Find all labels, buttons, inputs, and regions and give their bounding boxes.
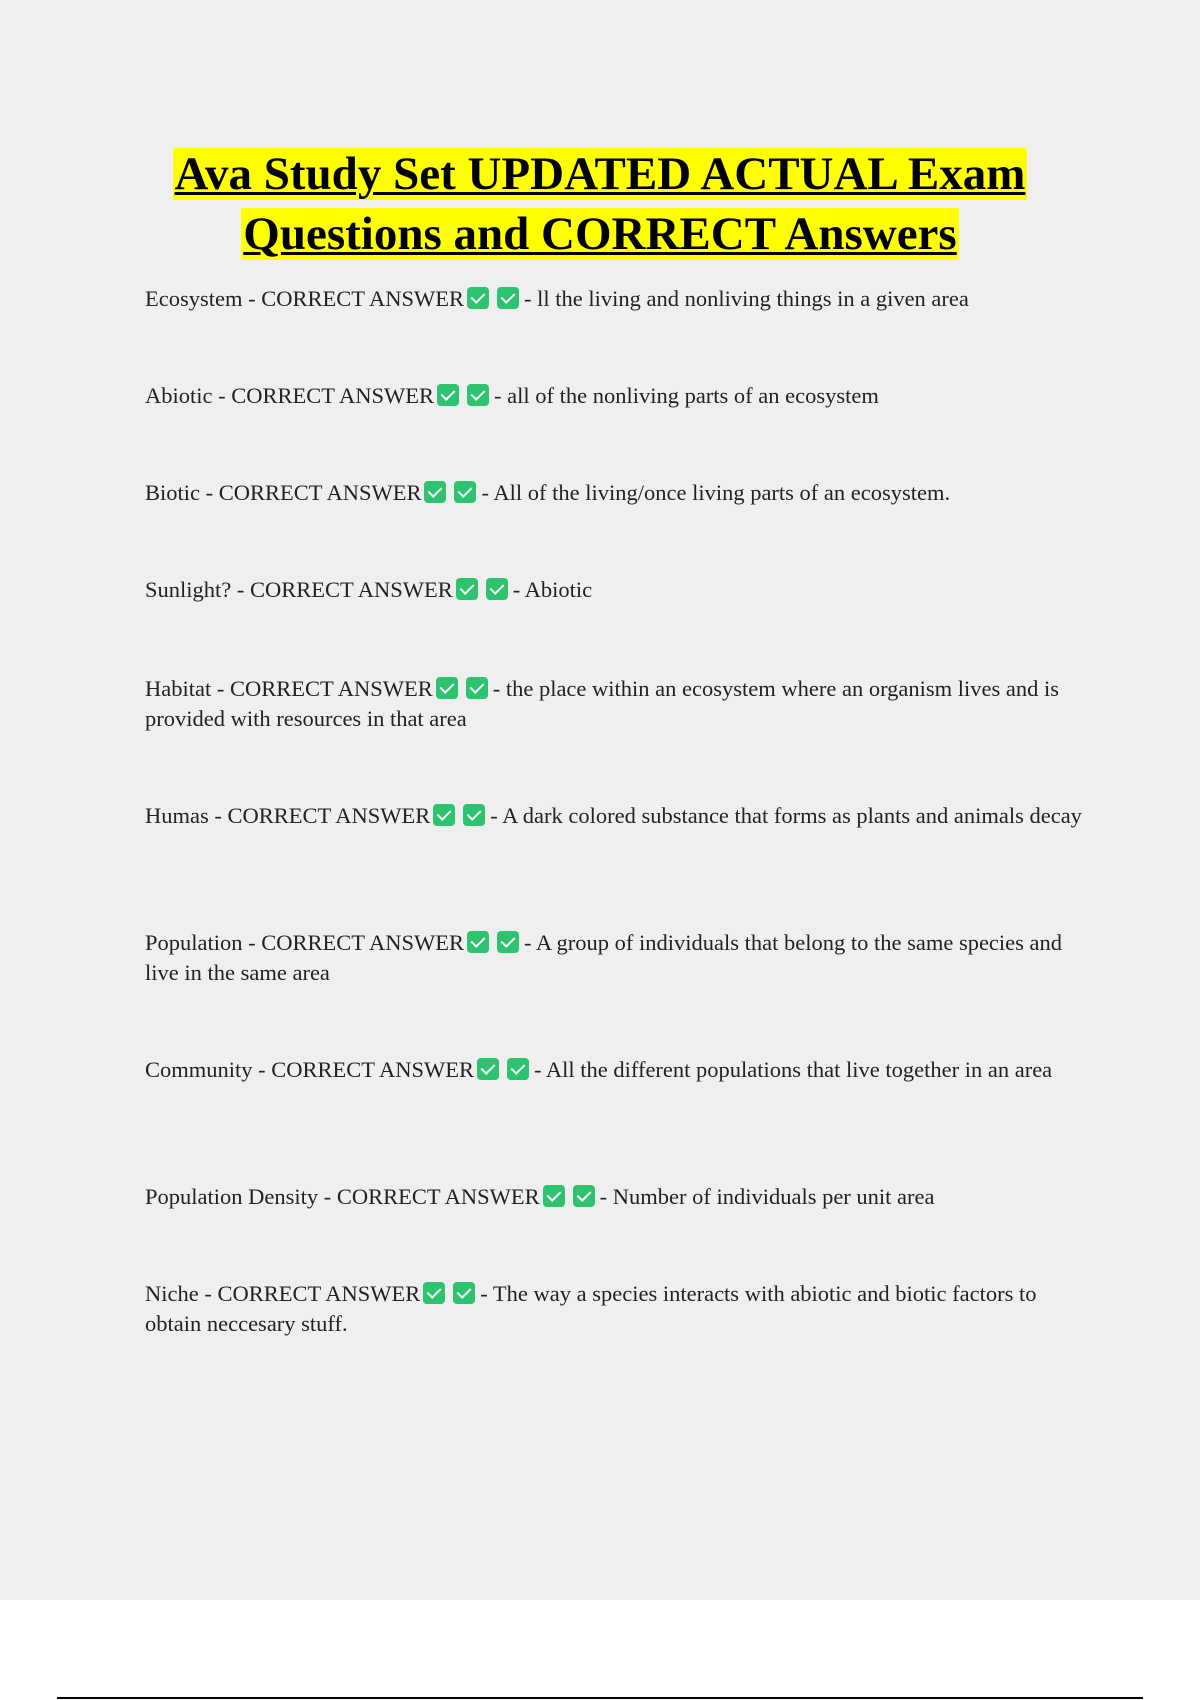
title-line-2: Questions and CORRECT Answers: [243, 208, 957, 260]
qa-entry-habitat: [145, 674, 1090, 734]
check-mark-icon: [507, 1058, 529, 1080]
answer-marker: - CORRECT ANSWER: [205, 480, 422, 505]
definition: - all of the nonliving parts of an ecosystem: [493, 383, 879, 408]
answer-marker: - CORRECT ANSWER: [258, 1057, 474, 1082]
qa-entry-population: [145, 928, 1090, 988]
qa-entry-population-density: [145, 1182, 1090, 1212]
qa-entry-humas: [145, 801, 1090, 831]
qa-entry-sunlight: [145, 575, 1090, 605]
check-mark-icon: [497, 931, 519, 953]
term: Sunlight?: [145, 577, 232, 602]
answer-marker: - CORRECT ANSWER: [216, 676, 433, 701]
check-mark-icon: [573, 1185, 595, 1207]
check-mark-icon: [436, 677, 458, 699]
check-mark-icon: [467, 287, 489, 309]
definition: - All the different populations that live together in an area: [534, 1057, 1053, 1082]
answer-marker: - CORRECT ANSWER: [204, 1281, 421, 1306]
definition: - A dark colored substance that forms as plants and animals decay: [490, 803, 1082, 828]
check-mark-icon: [467, 384, 489, 406]
definition: - A group of individuals that belong to the same species and live in the same area: [145, 930, 1063, 985]
document-title: [100, 144, 1100, 264]
term: Population Density: [145, 1184, 319, 1209]
check-mark-icon: [543, 1185, 565, 1207]
definition: - The way a species interacts with abiotic and biotic factors to obtain neccesary stuff.: [145, 1281, 1037, 1336]
qa-entry-community: [145, 1055, 1090, 1085]
qa-entry-niche: [145, 1279, 1090, 1339]
definition: - the place within an ecosystem where an organism lives and is provided with resources in that area: [145, 676, 1060, 731]
term: Community: [145, 1057, 253, 1082]
check-mark-icon: [423, 1282, 445, 1304]
check-mark-icon: [477, 1058, 499, 1080]
definition: - All of the living/once living parts of an ecosystem.: [481, 480, 951, 505]
term: Niche: [145, 1281, 199, 1306]
answer-marker: - CORRECT ANSWER: [236, 577, 453, 602]
qa-entry-ecosystem: [145, 284, 1090, 314]
footer-divider: [57, 1697, 1143, 1699]
qa-entry-abiotic: [145, 381, 1090, 411]
check-mark-icon: [424, 481, 446, 503]
title-line-1: Ava Study Set UPDATED ACTUAL Exam: [174, 148, 1026, 200]
qa-entry-biotic: [145, 478, 1090, 508]
answer-marker: - CORRECT ANSWER: [248, 286, 464, 311]
answer-marker: - CORRECT ANSWER: [323, 1184, 540, 1209]
definition: - ll the living and nonliving things in a given area: [523, 286, 969, 311]
check-mark-icon: [467, 931, 489, 953]
check-mark-icon: [497, 287, 519, 309]
check-mark-icon: [453, 1282, 475, 1304]
answer-marker: - CORRECT ANSWER: [248, 930, 464, 955]
check-mark-icon: [486, 578, 508, 600]
check-mark-icon: [463, 804, 485, 826]
term: Ecosystem: [145, 286, 243, 311]
term: Humas: [145, 803, 209, 828]
term: Abiotic: [145, 383, 213, 408]
check-mark-icon: [466, 677, 488, 699]
term: Population: [145, 930, 243, 955]
check-mark-icon: [437, 384, 459, 406]
term: Biotic: [145, 480, 200, 505]
term: Habitat: [145, 676, 212, 701]
check-mark-icon: [456, 578, 478, 600]
check-mark-icon: [433, 804, 455, 826]
check-mark-icon: [454, 481, 476, 503]
answer-marker: - CORRECT ANSWER: [218, 383, 434, 408]
definition: - Abiotic: [512, 577, 593, 602]
definition: - Number of individuals per unit area: [599, 1184, 935, 1209]
answer-marker: - CORRECT ANSWER: [214, 803, 431, 828]
